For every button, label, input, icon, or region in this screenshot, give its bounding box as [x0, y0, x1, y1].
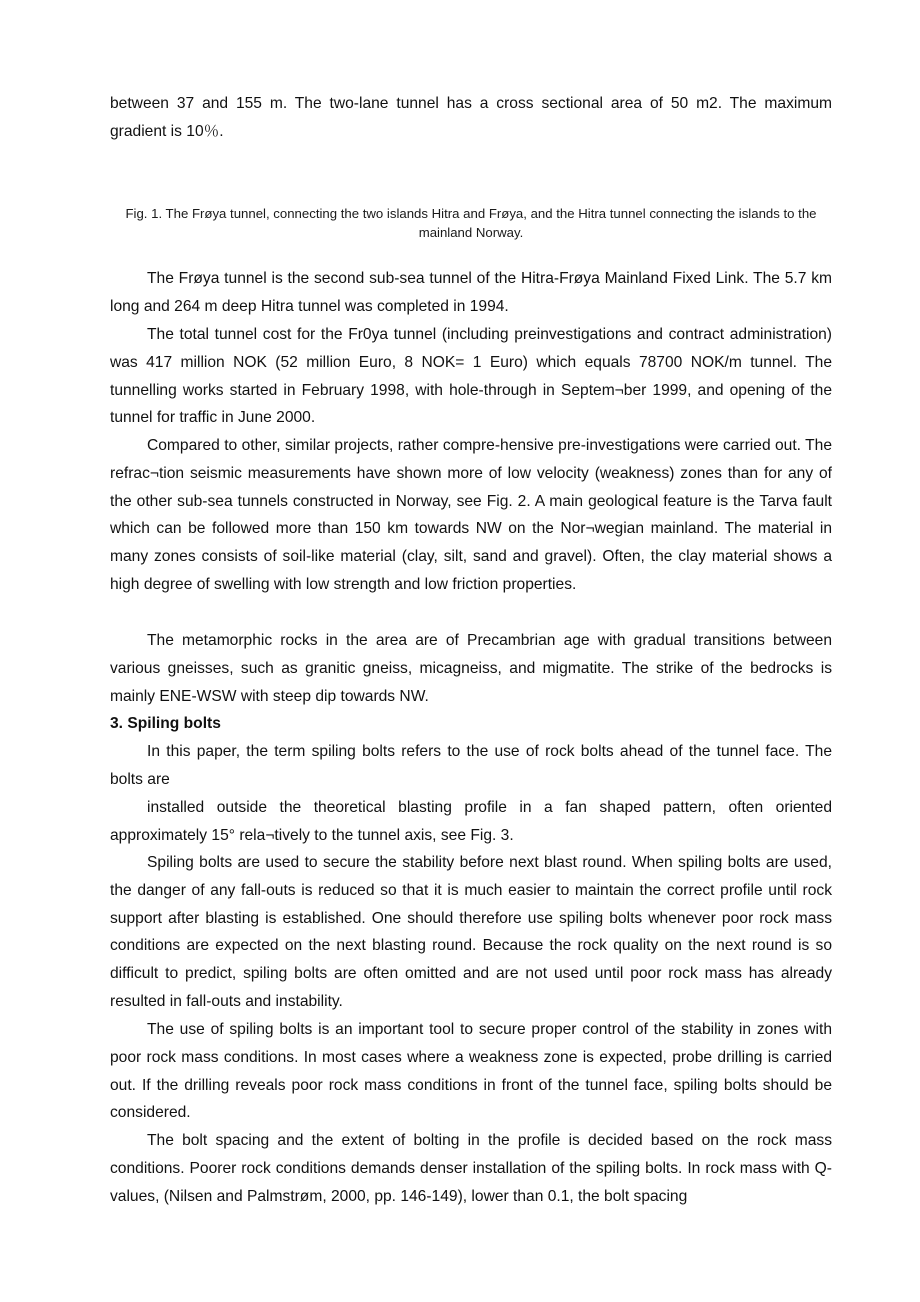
paragraph-spiling-importance: The use of spiling bolts is an important tool to secure proper control of the stability in zones with poor rock mass conditions. In most cases where a weakness zone is expected, probe drilling is carried out. If the drilling reveals poor rock mass conditions in front of the tunnel face, spiling bolts should be considered. [110, 1021, 832, 1122]
paragraph-spiling-definition: In this paper, the term spiling bolts refers to the use of rock bolts ahead of the tunnel face. The bolts are [110, 743, 832, 788]
figure-caption: Fig. 1. The Frøya tunnel, connecting the two islands Hitra and Frøya, and the Hitra tunnel connecting the islands to the mainland Norway. [125, 206, 817, 240]
paragraph-spiling-purpose: Spiling bolts are used to secure the stability before next blast round. When spiling bolts are used, the danger of any fall-outs is reduced so that it is much easier to maintain the correct profile until rock support after blasting is established. One should therefore use spiling bolts whenever poor rock mass conditions are expected on the next blasting round. Because the rock quality on the next round is so difficult to predict, spiling bolts are often omitted and are not used until poor rock mass has already resulted in fall-outs and instability. [110, 854, 832, 1010]
paragraph-spiling-installation: installed outside the theoretical blasting profile in a fan shaped pattern, often oriented approximately 15° rela¬tively to the tunnel axis, see Fig. 3. [110, 799, 832, 844]
section-heading: 3. Spiling bolts [110, 715, 221, 732]
paragraph-froya-tunnel: The Frøya tunnel is the second sub-sea tunnel of the Hitra-Frøya Mainland Fixed Link. The 5.7 km long and 264 m deep Hitra tunnel was completed in 1994. [110, 270, 832, 315]
paragraph-bolt-spacing: The bolt spacing and the extent of bolting in the profile is decided based on the rock mass conditions. Poorer rock conditions demands denser installation of the spiling bolts. In rock mass with Q-values, (Nilsen and Palmstrøm, 2000, pp. 146-149), lower than 0.1, the bolt spacing [110, 1132, 832, 1205]
paragraph-tunnel-dimensions: between 37 and 155 m. The two-lane tunnel has a cross sectional area of 50 m2. The maximum gradient is 10％. [110, 95, 832, 140]
paragraph-tunnel-cost: The total tunnel cost for the Fr0ya tunnel (including preinvestigations and contract administration) was 417 million NOK (52 million Euro, 8 NOK= 1 Euro) which equals 78700 NOK/m tunnel. The tunnelling works started in February 1998, with hole-through in Septem¬ber 1999, and opening of the tunnel for traffic in June 2000. [110, 326, 832, 427]
paragraph-pre-investigations: Compared to other, similar projects, rather compre-hensive pre-investigations were carried out. The refrac¬tion seismic measurements have shown more of low velocity (weakness) zones than for any of the other sub-sea tunnels constructed in Norway, see Fig. 2. A main geological feature is the Tarva fault which can be followed more than 150 km towards NW on the Nor¬wegian mainland. The material in many zones consists of soil-like material (clay, silt, sand and gravel). Often, the clay material shows a high degree of swelling with low strength and low friction properties. [110, 437, 832, 593]
paragraph-metamorphic-rocks: The metamorphic rocks in the area are of Precambrian age with gradual transitions between various gneisses, such as granitic gneiss, micagneiss, and migmatite. The strike of the bedrocks is mainly ENE-WSW with steep dip towards NW. [110, 632, 832, 705]
